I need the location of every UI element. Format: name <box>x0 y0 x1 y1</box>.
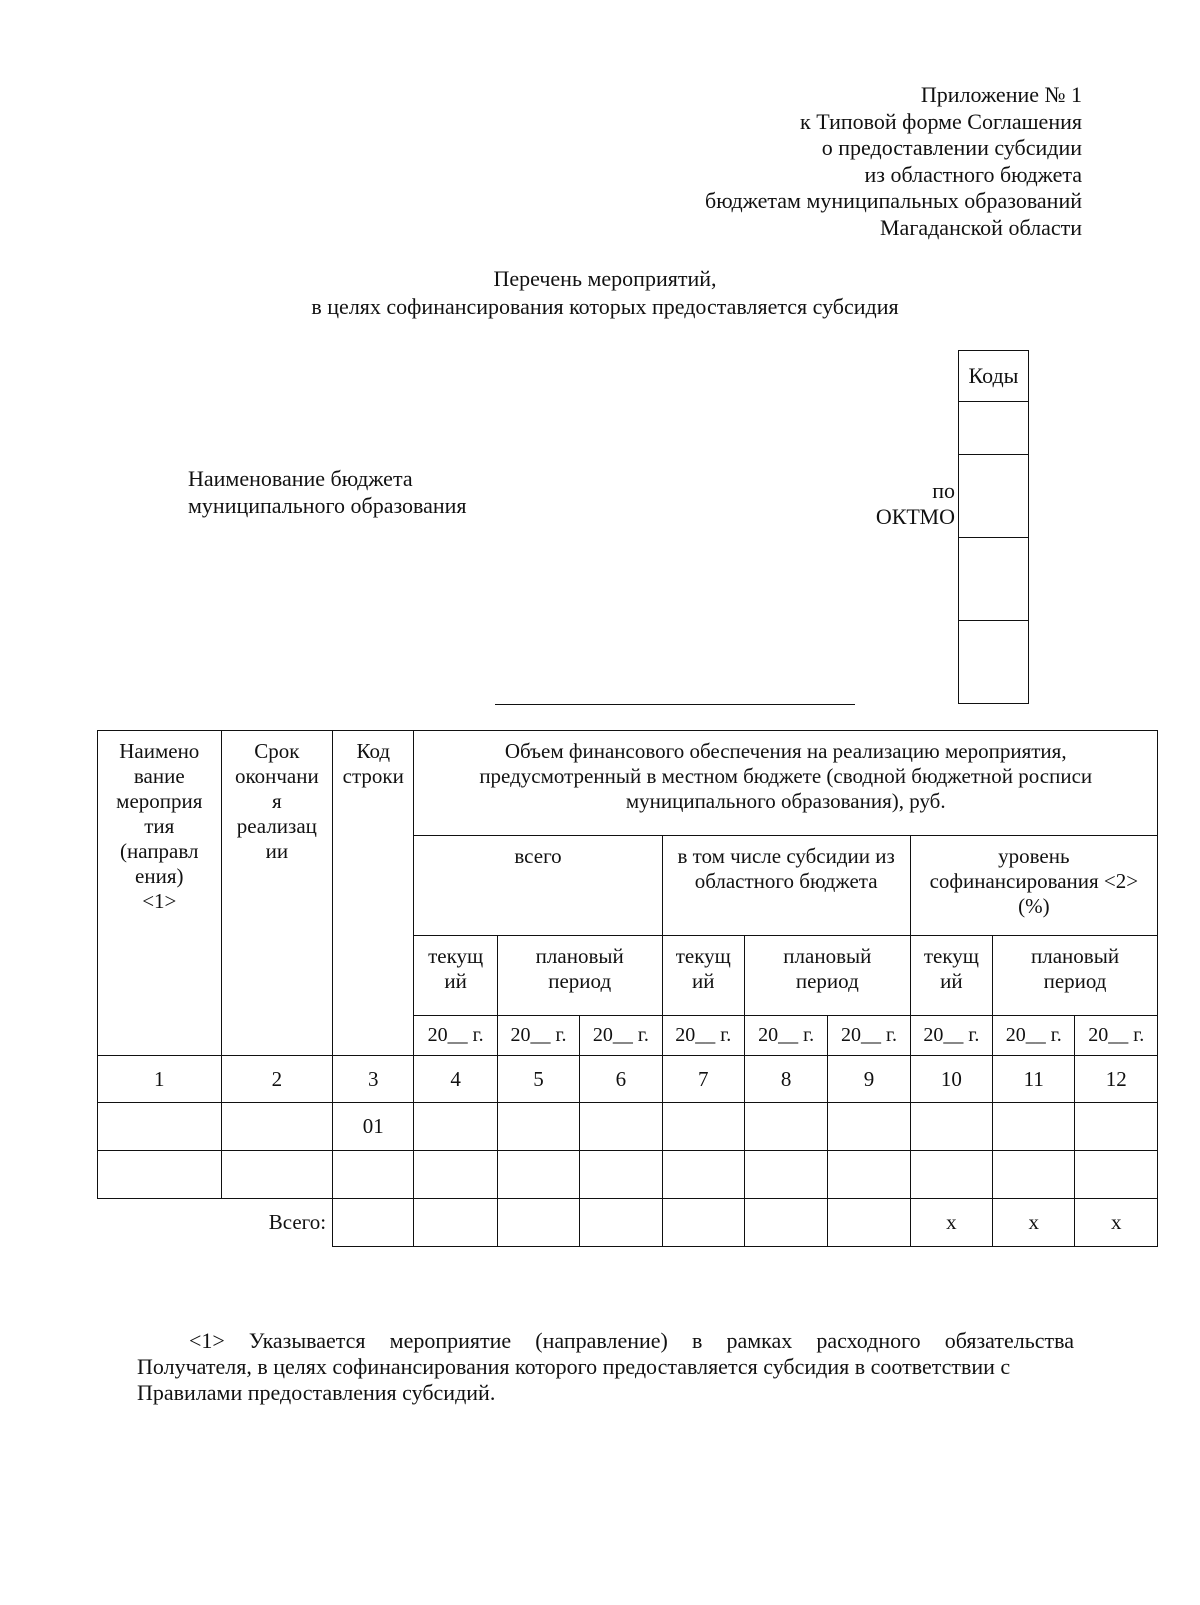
header-text: мероприя <box>116 789 203 813</box>
oktmo-code-cell[interactable] <box>959 455 1029 538</box>
data-cell[interactable] <box>744 1199 827 1247</box>
appendix-line: из областного бюджета <box>864 161 1082 187</box>
header-text: Код <box>356 739 391 763</box>
subheader-current <box>414 936 497 1016</box>
column-number: 12 <box>1075 1056 1158 1103</box>
column-number: 1 <box>98 1056 222 1103</box>
column-number: 3 <box>333 1056 414 1103</box>
not-applicable-mark: x <box>910 1199 992 1247</box>
header-text: строки <box>342 764 404 788</box>
column-number: 5 <box>497 1056 579 1103</box>
codes-cell[interactable] <box>959 621 1029 704</box>
data-cell[interactable] <box>221 1103 333 1151</box>
data-cell[interactable] <box>828 1151 910 1199</box>
codes-cell[interactable] <box>959 402 1029 455</box>
subheader-current <box>662 936 744 1016</box>
header-text: период <box>1043 969 1107 993</box>
footnote-line: Получателя, в целях софинансирования которого предоставляется субсидия в соответствии с <box>137 1354 1011 1379</box>
total-label: Всего: <box>98 1199 333 1247</box>
year-cell: 20__ г. <box>497 1016 579 1056</box>
data-cell[interactable] <box>828 1103 910 1151</box>
data-cell[interactable] <box>98 1151 222 1199</box>
data-cell[interactable] <box>580 1199 662 1247</box>
activities-table <box>97 730 1158 1247</box>
subheader-current <box>910 936 992 1016</box>
oktmo-label-line: по <box>932 478 955 503</box>
footnote <box>137 1328 1074 1406</box>
data-cell[interactable] <box>1075 1103 1158 1151</box>
col-header-end-term <box>221 731 333 1056</box>
data-cell[interactable] <box>497 1199 579 1247</box>
data-cell[interactable] <box>221 1151 333 1199</box>
header-text: текущ <box>428 944 484 968</box>
header-text: ения) <box>135 864 184 888</box>
data-cell[interactable] <box>993 1103 1075 1151</box>
data-cell[interactable] <box>333 1151 414 1199</box>
year-cell: 20__ г. <box>662 1016 744 1056</box>
header-text: <1> <box>142 889 177 913</box>
budget-name-field-line[interactable] <box>495 704 855 705</box>
header-text: ий <box>692 969 715 993</box>
header-text: текущ <box>675 944 731 968</box>
header-text: период <box>548 969 612 993</box>
header-text: ии <box>265 839 289 863</box>
appendix-line: Магаданской области <box>880 214 1082 240</box>
data-cell[interactable] <box>828 1199 910 1247</box>
header-text: плановый <box>1031 944 1120 968</box>
appendix-header <box>622 82 1082 241</box>
appendix-line: Приложение № 1 <box>920 82 1082 107</box>
data-cell[interactable] <box>662 1199 744 1247</box>
data-cell[interactable] <box>333 1199 414 1247</box>
data-cell[interactable] <box>993 1151 1075 1199</box>
column-number: 2 <box>221 1056 333 1103</box>
group-header-subsidy: в том числе субсидии из областного бюджета <box>662 836 910 936</box>
data-cell[interactable] <box>414 1151 497 1199</box>
subheader-planned <box>993 936 1158 1016</box>
budget-name-label <box>188 465 467 519</box>
column-number: 4 <box>414 1056 497 1103</box>
header-text: плановый <box>535 944 624 968</box>
data-cell[interactable] <box>910 1103 992 1151</box>
header-text: (направл <box>120 839 199 863</box>
header-text: окончани <box>234 764 319 788</box>
column-number: 7 <box>662 1056 744 1103</box>
data-cell[interactable] <box>414 1199 497 1247</box>
not-applicable-mark: x <box>993 1199 1075 1247</box>
codes-table <box>958 350 1029 704</box>
year-cell: 20__ г. <box>993 1016 1075 1056</box>
year-cell: 20__ г. <box>1075 1016 1158 1056</box>
year-cell: 20__ г. <box>744 1016 827 1056</box>
column-number: 9 <box>828 1056 910 1103</box>
document-title <box>280 265 930 321</box>
header-text: ий <box>444 969 467 993</box>
title-line: в целях софинансирования которых предоставляется субсидия <box>311 294 899 319</box>
appendix-line: бюджетам муниципальных образований <box>705 188 1082 213</box>
header-text: ий <box>940 969 963 993</box>
not-applicable-mark: x <box>1075 1199 1158 1247</box>
table-row <box>98 1151 1158 1199</box>
subheader-planned <box>744 936 910 1016</box>
total-row <box>98 1199 1158 1247</box>
footnote-line: <1> Указывается мероприятие (направление) в рамках расходного обязательства <box>189 1328 1074 1353</box>
data-cell[interactable] <box>580 1151 662 1199</box>
data-cell[interactable] <box>662 1151 744 1199</box>
data-cell[interactable] <box>744 1103 827 1151</box>
data-cell[interactable] <box>580 1103 662 1151</box>
header-text: плановый <box>783 944 872 968</box>
year-cell: 20__ г. <box>414 1016 497 1056</box>
header-text: Срок <box>254 739 300 763</box>
budget-label-line: муниципального образования <box>188 493 467 518</box>
column-number: 10 <box>910 1056 992 1103</box>
column-number: 11 <box>993 1056 1075 1103</box>
appendix-line: о предоставлении субсидии <box>821 135 1082 160</box>
col-header-funding-volume: Объем финансового обеспечения на реализацию мероприятия, предусмотренный в местном бюджете (сводной бюджетной росписи муниципального образования), руб. <box>414 731 1158 836</box>
title-line: Перечень мероприятий, <box>493 266 717 291</box>
header-text: я <box>271 789 282 813</box>
footnote-line: Правилами предоставления субсидий. <box>137 1380 496 1405</box>
header-text: вание <box>133 764 185 788</box>
group-header-cofinancing-level: уровень софинансирования <2> (%) <box>910 836 1157 936</box>
col-header-row-code <box>333 731 414 1056</box>
codes-header: Коды <box>959 351 1029 402</box>
codes-cell[interactable] <box>959 538 1029 621</box>
year-cell: 20__ г. <box>580 1016 662 1056</box>
budget-label-line: Наименование бюджета <box>188 466 413 491</box>
col-header-activity-name <box>98 731 222 1056</box>
data-cell[interactable] <box>414 1103 497 1151</box>
oktmo-label-line: ОКТМО <box>875 504 955 529</box>
data-cell[interactable] <box>497 1151 579 1199</box>
year-cell: 20__ г. <box>910 1016 992 1056</box>
column-number: 8 <box>744 1056 827 1103</box>
data-cell[interactable] <box>497 1103 579 1151</box>
row-code-cell[interactable]: 01 <box>333 1103 414 1151</box>
header-text: период <box>795 969 859 993</box>
data-cell[interactable] <box>910 1151 992 1199</box>
data-cell[interactable] <box>98 1103 222 1151</box>
appendix-line: к Типовой форме Соглашения <box>800 108 1082 134</box>
header-text: реализац <box>236 814 317 838</box>
data-cell[interactable] <box>744 1151 827 1199</box>
data-cell[interactable] <box>1075 1151 1158 1199</box>
header-text: текущ <box>923 944 979 968</box>
header-text: Наимено <box>119 739 200 763</box>
data-cell[interactable] <box>662 1103 744 1151</box>
group-header-total: всего <box>414 836 662 936</box>
header-text: тия <box>144 814 175 838</box>
oktmo-label <box>820 478 955 530</box>
subheader-planned <box>497 936 662 1016</box>
column-number: 6 <box>580 1056 662 1103</box>
year-cell: 20__ г. <box>828 1016 910 1056</box>
table-row <box>98 1103 1158 1151</box>
